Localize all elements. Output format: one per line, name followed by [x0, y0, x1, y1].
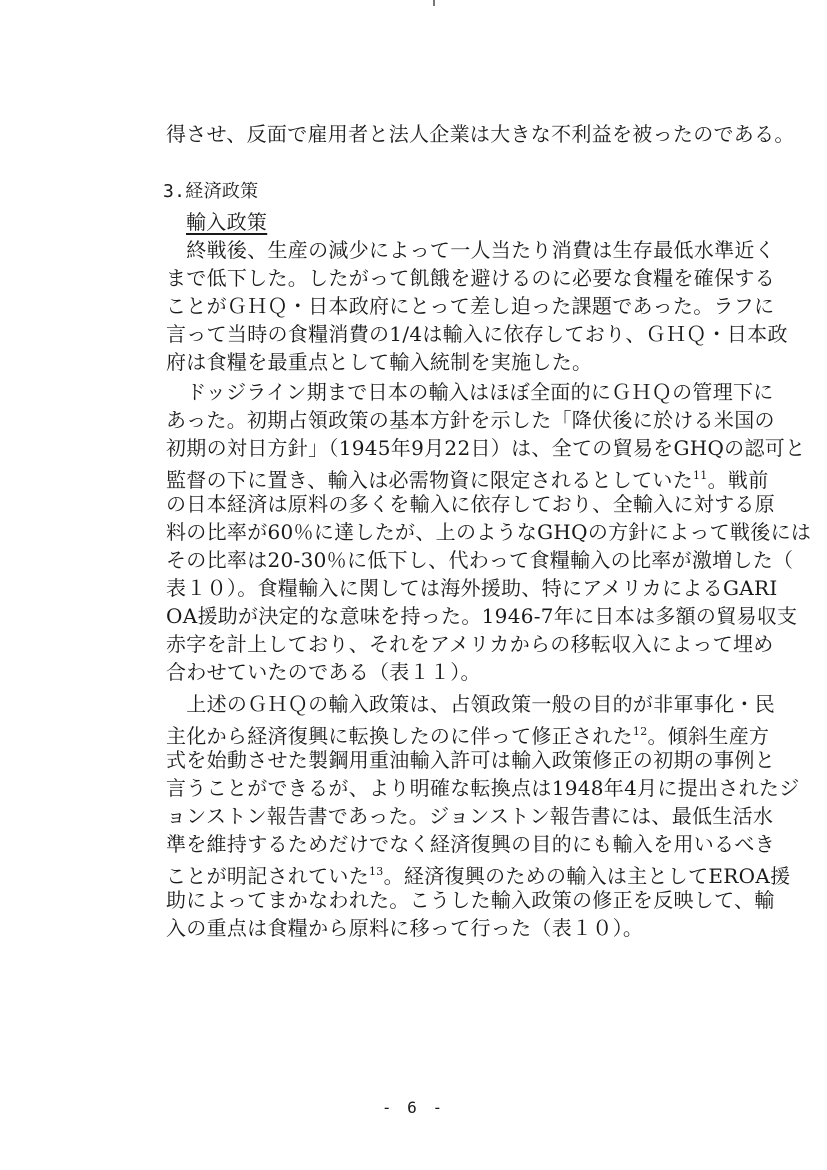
para3-line-9: 入の重点は食糧から原料に移って行った（表１０）。 — [166, 916, 644, 940]
para3-line-7-tail: 。経済復興のための輸入は主としてEROA援 — [383, 864, 791, 888]
para1-line-3: ことがＧＨＱ・日本政府にとって差し迫った課題であった。ラフに — [166, 294, 775, 318]
para3-line-2-text: 主化から経済復興に転換したのに伴って修正された — [166, 724, 633, 748]
para2-line-9: OA援助が決定的な意味を持った。1946-7年に日本は多額の貿易収支 — [166, 604, 798, 628]
para2-line-1: ドッジライン期まで日本の輸入はほぼ全面的にＧＨＱの管理下に — [166, 380, 774, 404]
para3-line-3: 式を始動させた製鋼用重油輸入許可は輸入政策修正の初期の事例と — [166, 748, 775, 772]
continuation-line: 得させ、反面で雇用者と法人企業は大きな不利益を被ったのである。 — [166, 122, 795, 146]
para2-line-4-tail: 。戦前 — [707, 468, 769, 492]
para3-line-7-text: ことが明記されていた — [166, 864, 369, 888]
para1-line-5: 府は食糧を最重点として輸入統制を実施した。 — [166, 350, 593, 374]
para2-line-5: の日本経済は原料の多くを輸入に依存しており、全輸入に対する原 — [166, 492, 775, 516]
para1-line-1: 終戦後、生産の減少によって一人当たり消費は生存最低水準近く — [166, 238, 775, 262]
para2-line-10: 赤字を計上しており、それをアメリカからの移転収入によって埋め — [166, 632, 774, 656]
para3-line-6: 準を維持するためだけでなく経済復興の目的にも輸入を用いるべき — [166, 832, 775, 856]
scan-speck — [433, 0, 435, 6]
para1-line-4: 言って当時の食糧消費の1/4は輸入に依存しており、ＧＨＱ・日本政 — [166, 322, 788, 346]
section-heading: 3.経済政策 — [163, 181, 259, 202]
para3-line-5: ョンストン報告書であった。ジョンストン報告書には、最低生活水 — [166, 804, 774, 828]
para3-line-4: 言うことができるが、より明確な転換点は1948年4月に提出されたジ — [166, 776, 800, 800]
para2-line-8: 表１０）。食糧輸入に関しては海外援助、特にアメリカによるGARI — [166, 576, 778, 600]
page-number: - 6 - — [381, 1098, 446, 1117]
para2-line-11: 合わせていたのである（表１１）。 — [166, 660, 481, 684]
para2-line-3: 初期の対日方針」（1945年9月22日）は、全ての貿易をGHQの認可と — [166, 436, 806, 460]
para3-line-8: 助によってまかなわれた。こうした輸入政策の修正を反映して、輸 — [166, 888, 775, 912]
para2-line-7: その比率は20-30％に低下し、代わって食糧輸入の比率が激増した（ — [166, 548, 794, 572]
footnote-ref-11[interactable]: 11 — [693, 469, 708, 482]
para2-line-4-text: 監督の下に置き、輸入は必需物資に限定されるとしていた — [166, 468, 693, 492]
para2-line-2: あった。初期占領政策の基本方針を示した「降伏後に於ける米国の — [166, 408, 775, 432]
para3-line-1: 上述のＧＨＱの輸入政策は、占領政策一般の目的が非軍事化・民 — [166, 692, 775, 716]
para2-line-6: 料の比率が60％に達したが、上のようなGHQの方針によって戦後には — [166, 520, 812, 544]
para1-line-2: まで低下した。したがって飢餓を避けるのに必要な食糧を確保する — [166, 266, 775, 290]
footnote-ref-13[interactable]: 13 — [369, 865, 384, 878]
para3-line-2-tail: 。傾斜生産方 — [647, 724, 770, 748]
footnote-ref-12[interactable]: 12 — [632, 725, 648, 738]
subsection-heading: 輸入政策 — [186, 210, 268, 234]
